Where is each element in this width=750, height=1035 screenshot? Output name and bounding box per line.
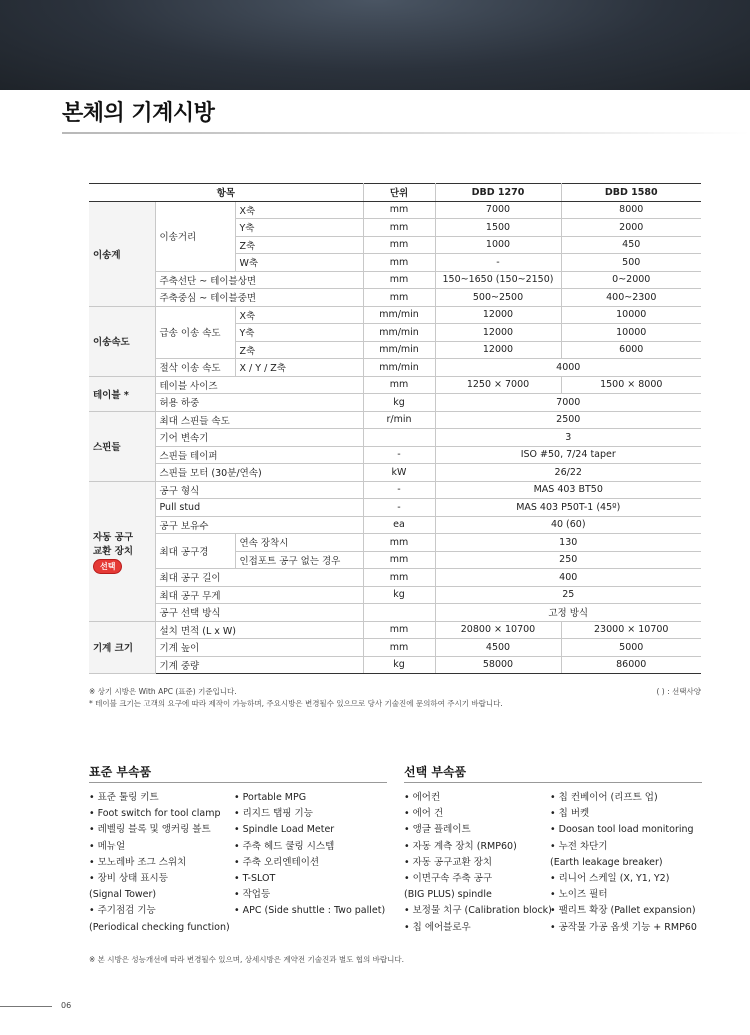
row-label: 기계 중량 — [155, 656, 363, 674]
table-notes — [89, 686, 701, 710]
row-value: 7000 — [435, 394, 701, 412]
row-label-axes: X / Y / Z축 — [235, 359, 363, 377]
row-unit: mm — [363, 534, 435, 552]
standard-list-col2 — [234, 790, 385, 920]
list-item: • 리지드 탭핑 기능 — [234, 808, 313, 820]
sub-rapid: 급송 이송 속도 — [155, 306, 235, 359]
row-label: 최대 공구 무게 — [155, 586, 363, 604]
row-value: MAS 403 BT50 — [435, 481, 701, 499]
group-travel: 이송계 — [89, 201, 155, 306]
table-row — [89, 359, 701, 377]
row-label: 스핀들 모터 (30분/연속) — [155, 464, 363, 482]
list-item: • 누전 차단기 — [550, 840, 608, 852]
table-row — [89, 201, 701, 219]
row-value: 150~1650 (150~2150) — [435, 271, 561, 289]
row-value: 10000 — [561, 324, 701, 342]
row-unit: mm — [363, 551, 435, 569]
row-value: 10000 — [561, 306, 701, 324]
row-label: Z축 — [235, 236, 363, 254]
row-label: Y축 — [235, 324, 363, 342]
list-item: (Periodical checking function) — [89, 921, 230, 933]
row-unit: - — [363, 446, 435, 464]
title-divider — [62, 132, 750, 134]
row-unit: ea — [363, 516, 435, 534]
list-item: • APC (Side shuttle : Two pallet) — [234, 905, 386, 917]
row-value: 25 — [435, 586, 701, 604]
row-label: 공구 선택 방식 — [155, 604, 363, 622]
row-unit: mm — [363, 289, 435, 307]
row-label: X축 — [235, 201, 363, 219]
row-unit — [363, 429, 435, 447]
list-item: • 노이즈 필터 — [550, 889, 608, 901]
group-atc-line1: 자동 공구 — [93, 531, 134, 543]
list-item: • 메뉴얼 — [89, 840, 126, 852]
page-title: 본체의 기계시방 — [62, 101, 215, 126]
row-label: 인접포트 공구 없는 경우 — [235, 551, 363, 569]
row-value: 12000 — [435, 306, 561, 324]
table-row — [89, 429, 701, 447]
row-value: 500~2500 — [435, 289, 561, 307]
title-block — [62, 96, 214, 127]
row-value: - — [435, 254, 561, 272]
table-row — [89, 464, 701, 482]
row-value: 500 — [561, 254, 701, 272]
list-item: • 보정물 치구 (Calibration block) — [404, 905, 552, 917]
table-row — [89, 621, 701, 639]
row-unit: kg — [363, 394, 435, 412]
optional-divider — [404, 782, 702, 783]
list-item: • 앵글 플레이트 — [404, 824, 471, 836]
table-row — [89, 586, 701, 604]
note-line-2: * 테이블 크기는 고객의 요구에 따라 제작이 가능하며, 주요시방은 변경될수 있으므로 당사 기술진에 문의하여 주시기 바랍니다. — [89, 699, 503, 708]
row-value: 4000 — [435, 359, 701, 377]
row-label: 주축중심 ~ 테이블중면 — [155, 289, 363, 307]
table-row — [89, 639, 701, 657]
list-item: • Portable MPG — [234, 792, 307, 803]
row-value: 130 — [435, 534, 701, 552]
row-value: 7000 — [435, 201, 561, 219]
row-value: 450 — [561, 236, 701, 254]
table-row — [89, 411, 701, 429]
table-row — [89, 656, 701, 674]
table-row — [89, 499, 701, 517]
group-machine-size: 기계 크기 — [89, 621, 155, 674]
standard-divider — [89, 782, 387, 783]
sub-travel-distance: 이송거리 — [155, 201, 235, 271]
group-atc-line2: 교환 장치 — [93, 545, 134, 557]
row-value: 250 — [435, 551, 701, 569]
table-row — [89, 271, 701, 289]
list-item: • 장비 상태 표시등 — [89, 873, 168, 885]
row-unit: kg — [363, 586, 435, 604]
row-value: 4500 — [435, 639, 561, 657]
table-row — [89, 516, 701, 534]
row-value: 8000 — [561, 201, 701, 219]
row-value: ISO #50, 7/24 taper — [435, 446, 701, 464]
list-item: • 주축 오리엔테이션 — [234, 856, 320, 868]
table-row — [89, 481, 701, 499]
header-model-1: DBD 1270 — [435, 184, 561, 202]
list-item: • 자동 공구교환 장치 — [404, 856, 493, 868]
row-unit: mm — [363, 236, 435, 254]
row-label: 연속 장착시 — [235, 534, 363, 552]
row-label: W축 — [235, 254, 363, 272]
list-item: • 레벨링 블록 및 앵커링 볼트 — [89, 824, 211, 836]
row-value: 5000 — [561, 639, 701, 657]
list-item: (BIG PLUS) spindle — [404, 889, 492, 901]
row-value: 23000 × 10700 — [561, 621, 701, 639]
sub-max-tool-dia: 최대 공구경 — [155, 534, 235, 569]
row-unit: mm — [363, 376, 435, 394]
row-value: 6000 — [561, 341, 701, 359]
row-value: 12000 — [435, 341, 561, 359]
option-badge: 선택 — [93, 559, 122, 574]
group-table: 테이블 * — [89, 376, 155, 411]
row-label: Y축 — [235, 219, 363, 237]
row-unit: - — [363, 481, 435, 499]
footnote: ※ 본 시방은 성능개선에 따라 변경될수 있으며, 상세시방은 계약전 기술진과 별도 협의 바랍니다. — [89, 955, 404, 964]
row-value: 40 (60) — [435, 516, 701, 534]
list-item: • 칩 컨베이어 (리프트 업) — [550, 792, 658, 803]
list-item: • 칩 버켓 — [550, 808, 590, 820]
table-row — [89, 604, 701, 622]
list-item: • 주기점검 기능 — [89, 905, 156, 917]
list-item: (Signal Tower) — [89, 889, 157, 901]
row-value: 고정 방식 — [435, 604, 701, 622]
page-number: 06 — [61, 1001, 72, 1010]
list-item: • 리니어 스케일 (X, Y1, Y2) — [550, 873, 670, 885]
list-item: • 자동 계측 장치 (RMP60) — [404, 840, 517, 852]
row-value: 400~2300 — [561, 289, 701, 307]
table-row — [89, 394, 701, 412]
list-item: • Foot switch for tool clamp — [89, 808, 221, 820]
row-value: 12000 — [435, 324, 561, 342]
row-value: 26/22 — [435, 464, 701, 482]
header-band — [0, 0, 750, 90]
row-value: 1000 — [435, 236, 561, 254]
row-label: 주축선단 ~ 테이블상면 — [155, 271, 363, 289]
group-atc — [89, 481, 155, 621]
list-item: • 에어컨 — [404, 792, 441, 803]
row-value: 3 — [435, 429, 701, 447]
row-unit: mm/min — [363, 324, 435, 342]
row-label: 공구 보유수 — [155, 516, 363, 534]
row-label: 테이블 사이즈 — [155, 376, 363, 394]
note-legend: ( ) : 선택사양 — [656, 687, 701, 696]
row-unit: mm — [363, 639, 435, 657]
row-value: 2500 — [435, 411, 701, 429]
standard-list-col1 — [89, 790, 230, 936]
row-label: 스핀들 테이퍼 — [155, 446, 363, 464]
list-item: • 주축 헤드 쿨링 시스템 — [234, 840, 335, 852]
row-label: 최대 스핀들 속도 — [155, 411, 363, 429]
table-row — [89, 534, 701, 552]
row-label: 최대 공구 길이 — [155, 569, 363, 587]
header-item: 항목 — [89, 184, 363, 202]
list-item: • 모노레바 조그 스위치 — [89, 856, 187, 868]
row-unit: r/min — [363, 411, 435, 429]
row-value: 58000 — [435, 656, 561, 674]
list-item: • Doosan tool load monitoring — [550, 824, 694, 836]
table-row — [89, 289, 701, 307]
row-unit: mm/min — [363, 341, 435, 359]
list-item: • 공작물 가공 옵셋 기능 + RMP60 — [550, 921, 697, 933]
row-value: 1500 — [435, 219, 561, 237]
row-label: 기계 높이 — [155, 639, 363, 657]
list-item: • 에어 건 — [404, 808, 444, 820]
table-row — [89, 446, 701, 464]
optional-list-col2 — [550, 790, 697, 936]
list-item: • 표준 툴링 키트 — [89, 792, 159, 803]
row-unit: mm — [363, 271, 435, 289]
row-label: 허용 하중 — [155, 394, 363, 412]
spec-table — [89, 183, 701, 674]
row-unit: mm — [363, 621, 435, 639]
note-line-1: ※ 상기 시방은 With APC (표준) 기준입니다. — [89, 687, 237, 696]
row-unit: - — [363, 499, 435, 517]
row-unit: mm/min — [363, 306, 435, 324]
row-value: 400 — [435, 569, 701, 587]
group-spindle: 스핀들 — [89, 411, 155, 481]
row-value: 20800 × 10700 — [435, 621, 561, 639]
row-unit: mm/min — [363, 359, 435, 377]
row-unit: mm — [363, 254, 435, 272]
list-item: • 이면구속 주축 공구 — [404, 873, 493, 885]
optional-list-col1 — [404, 790, 552, 936]
list-item: • 작업등 — [234, 889, 271, 901]
header-unit: 단위 — [363, 184, 435, 202]
row-value: MAS 403 P50T-1 (45º) — [435, 499, 701, 517]
row-label: 설치 면적 (L x W) — [155, 621, 363, 639]
row-label: Z축 — [235, 341, 363, 359]
row-value: 1250 × 7000 — [435, 376, 561, 394]
row-label: X축 — [235, 306, 363, 324]
list-item: • T-SLOT — [234, 873, 276, 885]
row-value: 1500 × 8000 — [561, 376, 701, 394]
row-unit: mm — [363, 219, 435, 237]
list-item: • 칩 에어블로우 — [404, 921, 471, 933]
row-label: Pull stud — [155, 499, 363, 517]
row-label: 공구 형식 — [155, 481, 363, 499]
header-model-2: DBD 1580 — [561, 184, 701, 202]
row-unit: mm — [363, 201, 435, 219]
table-row — [89, 376, 701, 394]
row-value: 0~2000 — [561, 271, 701, 289]
list-item: • Spindle Load Meter — [234, 824, 335, 836]
row-unit — [363, 604, 435, 622]
row-label: 기어 변속기 — [155, 429, 363, 447]
table-row — [89, 569, 701, 587]
group-feed: 이송속도 — [89, 306, 155, 376]
list-item: (Earth leakage breaker) — [550, 856, 663, 868]
row-value: 2000 — [561, 219, 701, 237]
row-unit: mm — [363, 569, 435, 587]
page-number-rule — [0, 1006, 52, 1007]
row-unit: kg — [363, 656, 435, 674]
standard-accessories-title: 표준 부속품 — [89, 765, 152, 779]
row-value: 86000 — [561, 656, 701, 674]
row-label: 절삭 이송 속도 — [155, 359, 235, 377]
optional-accessories-title: 선택 부속품 — [404, 765, 467, 779]
table-header-row — [89, 184, 701, 202]
table-row — [89, 306, 701, 324]
list-item: • 팰리트 확장 (Pallet expansion) — [550, 905, 696, 917]
row-unit: kW — [363, 464, 435, 482]
